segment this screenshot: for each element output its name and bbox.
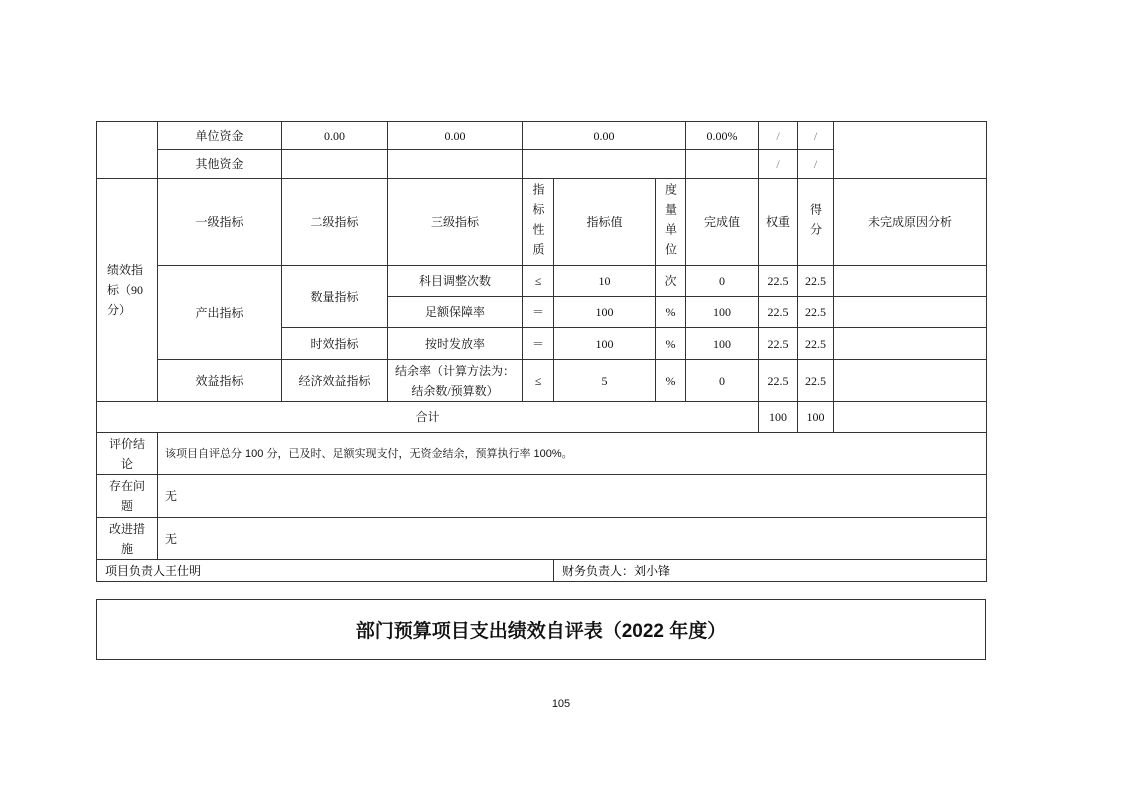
conclusion-label-cell [97, 433, 158, 475]
improvements-label: 改进措施 [108, 521, 145, 556]
indicator-nature: ≤ [523, 266, 554, 297]
performance-indicators-label: 绩效指标（90分） [107, 263, 144, 317]
problems-label: 存在问题 [108, 479, 145, 513]
funding-weight: / [759, 150, 798, 179]
improvements-label-cell [97, 518, 158, 560]
unit: % [656, 360, 686, 402]
header-actual-value: 完成值 [686, 179, 759, 266]
header-unit-cell [656, 179, 686, 266]
page-number: 105 [551, 698, 571, 710]
reason-cell [834, 297, 987, 328]
header-target-value: 指标值 [554, 179, 656, 266]
blank-cell [97, 122, 158, 179]
funding-amount: 0.00 [523, 122, 686, 150]
level3-indicator: 科目调整次数 [388, 266, 523, 297]
weight: 22.5 [759, 266, 798, 297]
funding-weight: / [759, 122, 798, 150]
level3-indicator: 结余率（计算方法为：结余数/预算数） [388, 360, 523, 402]
problems-label-cell [97, 475, 158, 518]
total-weight: 100 [759, 402, 798, 433]
indicator-row [97, 360, 987, 402]
level1-indicator: 效益指标 [158, 360, 282, 402]
actual-value: 0 [686, 360, 759, 402]
conclusion-label: 评价结论 [108, 436, 145, 471]
header-nature-cell [523, 179, 554, 266]
reason-cell [834, 360, 987, 402]
next-table-title-box [96, 599, 986, 660]
funding-amount [523, 150, 686, 179]
problems-text: 无 [158, 475, 987, 518]
funding-amount: 0.00 [282, 122, 388, 150]
reason-cell [834, 266, 987, 297]
funding-amount [282, 150, 388, 179]
level1-indicator: 产出指标 [158, 266, 282, 360]
problems-row [97, 475, 987, 518]
header-unit: 度量单位 [663, 183, 678, 263]
improvements-row [97, 518, 987, 560]
level2-indicator: 数量指标 [282, 266, 388, 328]
level2-indicator: 经济效益指标 [282, 360, 388, 402]
weight: 22.5 [759, 297, 798, 328]
level3-indicator: 足额保障率 [388, 297, 523, 328]
score: 22.5 [798, 266, 834, 297]
actual-value: 100 [686, 328, 759, 360]
funding-source-label: 其他资金 [158, 150, 282, 179]
score: 22.5 [798, 360, 834, 402]
reason-cell [834, 328, 987, 360]
indicator-nature: ≤ [523, 360, 554, 402]
total-row [97, 402, 987, 433]
weight: 22.5 [759, 328, 798, 360]
target-value: 100 [554, 328, 656, 360]
table-body [97, 122, 987, 582]
target-value: 100 [554, 297, 656, 328]
project-lead-signature: 项目负责人王仕明 [97, 560, 554, 582]
actual-value: 0 [686, 266, 759, 297]
indicator-header-row [97, 179, 987, 266]
funding-score: / [798, 150, 834, 179]
finance-lead-signature: 财务负责人：刘小锋 [554, 560, 987, 582]
indicator-nature: ＝ [523, 328, 554, 360]
reason-cell [834, 402, 987, 433]
total-label: 合计 [97, 402, 759, 433]
level3-indicator: 按时发放率 [388, 328, 523, 360]
funding-score: / [798, 122, 834, 150]
funding-amount [388, 150, 523, 179]
funding-source-label: 单位资金 [158, 122, 282, 150]
performance-indicators-section-cell [97, 179, 158, 402]
header-level3: 三级指标 [388, 179, 523, 266]
header-level2: 二级指标 [282, 179, 388, 266]
level2-indicator: 时效指标 [282, 328, 388, 360]
target-value: 5 [554, 360, 656, 402]
header-score: 得分 [808, 203, 823, 243]
funding-execution-rate: 0.00% [686, 122, 759, 150]
unit: % [656, 328, 686, 360]
improvements-text: 无 [158, 518, 987, 560]
unit: 次 [656, 266, 686, 297]
funding-row [97, 122, 987, 150]
header-nature: 指标性质 [531, 183, 545, 263]
total-score: 100 [798, 402, 834, 433]
funding-execution-rate [686, 150, 759, 179]
target-value: 10 [554, 266, 656, 297]
performance-evaluation-table [96, 121, 987, 582]
indicator-row [97, 266, 987, 297]
actual-value: 100 [686, 297, 759, 328]
header-level1: 一级指标 [158, 179, 282, 266]
header-reason: 未完成原因分析 [834, 179, 987, 266]
next-table-title: 部门预算项目支出绩效自评表（2022 年度） [355, 621, 727, 642]
indicator-nature: ＝ [523, 297, 554, 328]
score: 22.5 [798, 328, 834, 360]
header-weight: 权重 [759, 179, 798, 266]
unit: % [656, 297, 686, 328]
header-score-cell [798, 179, 834, 266]
conclusion-row [97, 433, 987, 475]
funding-amount: 0.00 [388, 122, 523, 150]
blank-cell [834, 122, 987, 179]
signature-row [97, 560, 987, 582]
conclusion-text: 该项目自评总分 100 分，已及时、足额实现支付，无资金结余，预算执行率 100%。 [158, 433, 987, 475]
weight: 22.5 [759, 360, 798, 402]
score: 22.5 [798, 297, 834, 328]
